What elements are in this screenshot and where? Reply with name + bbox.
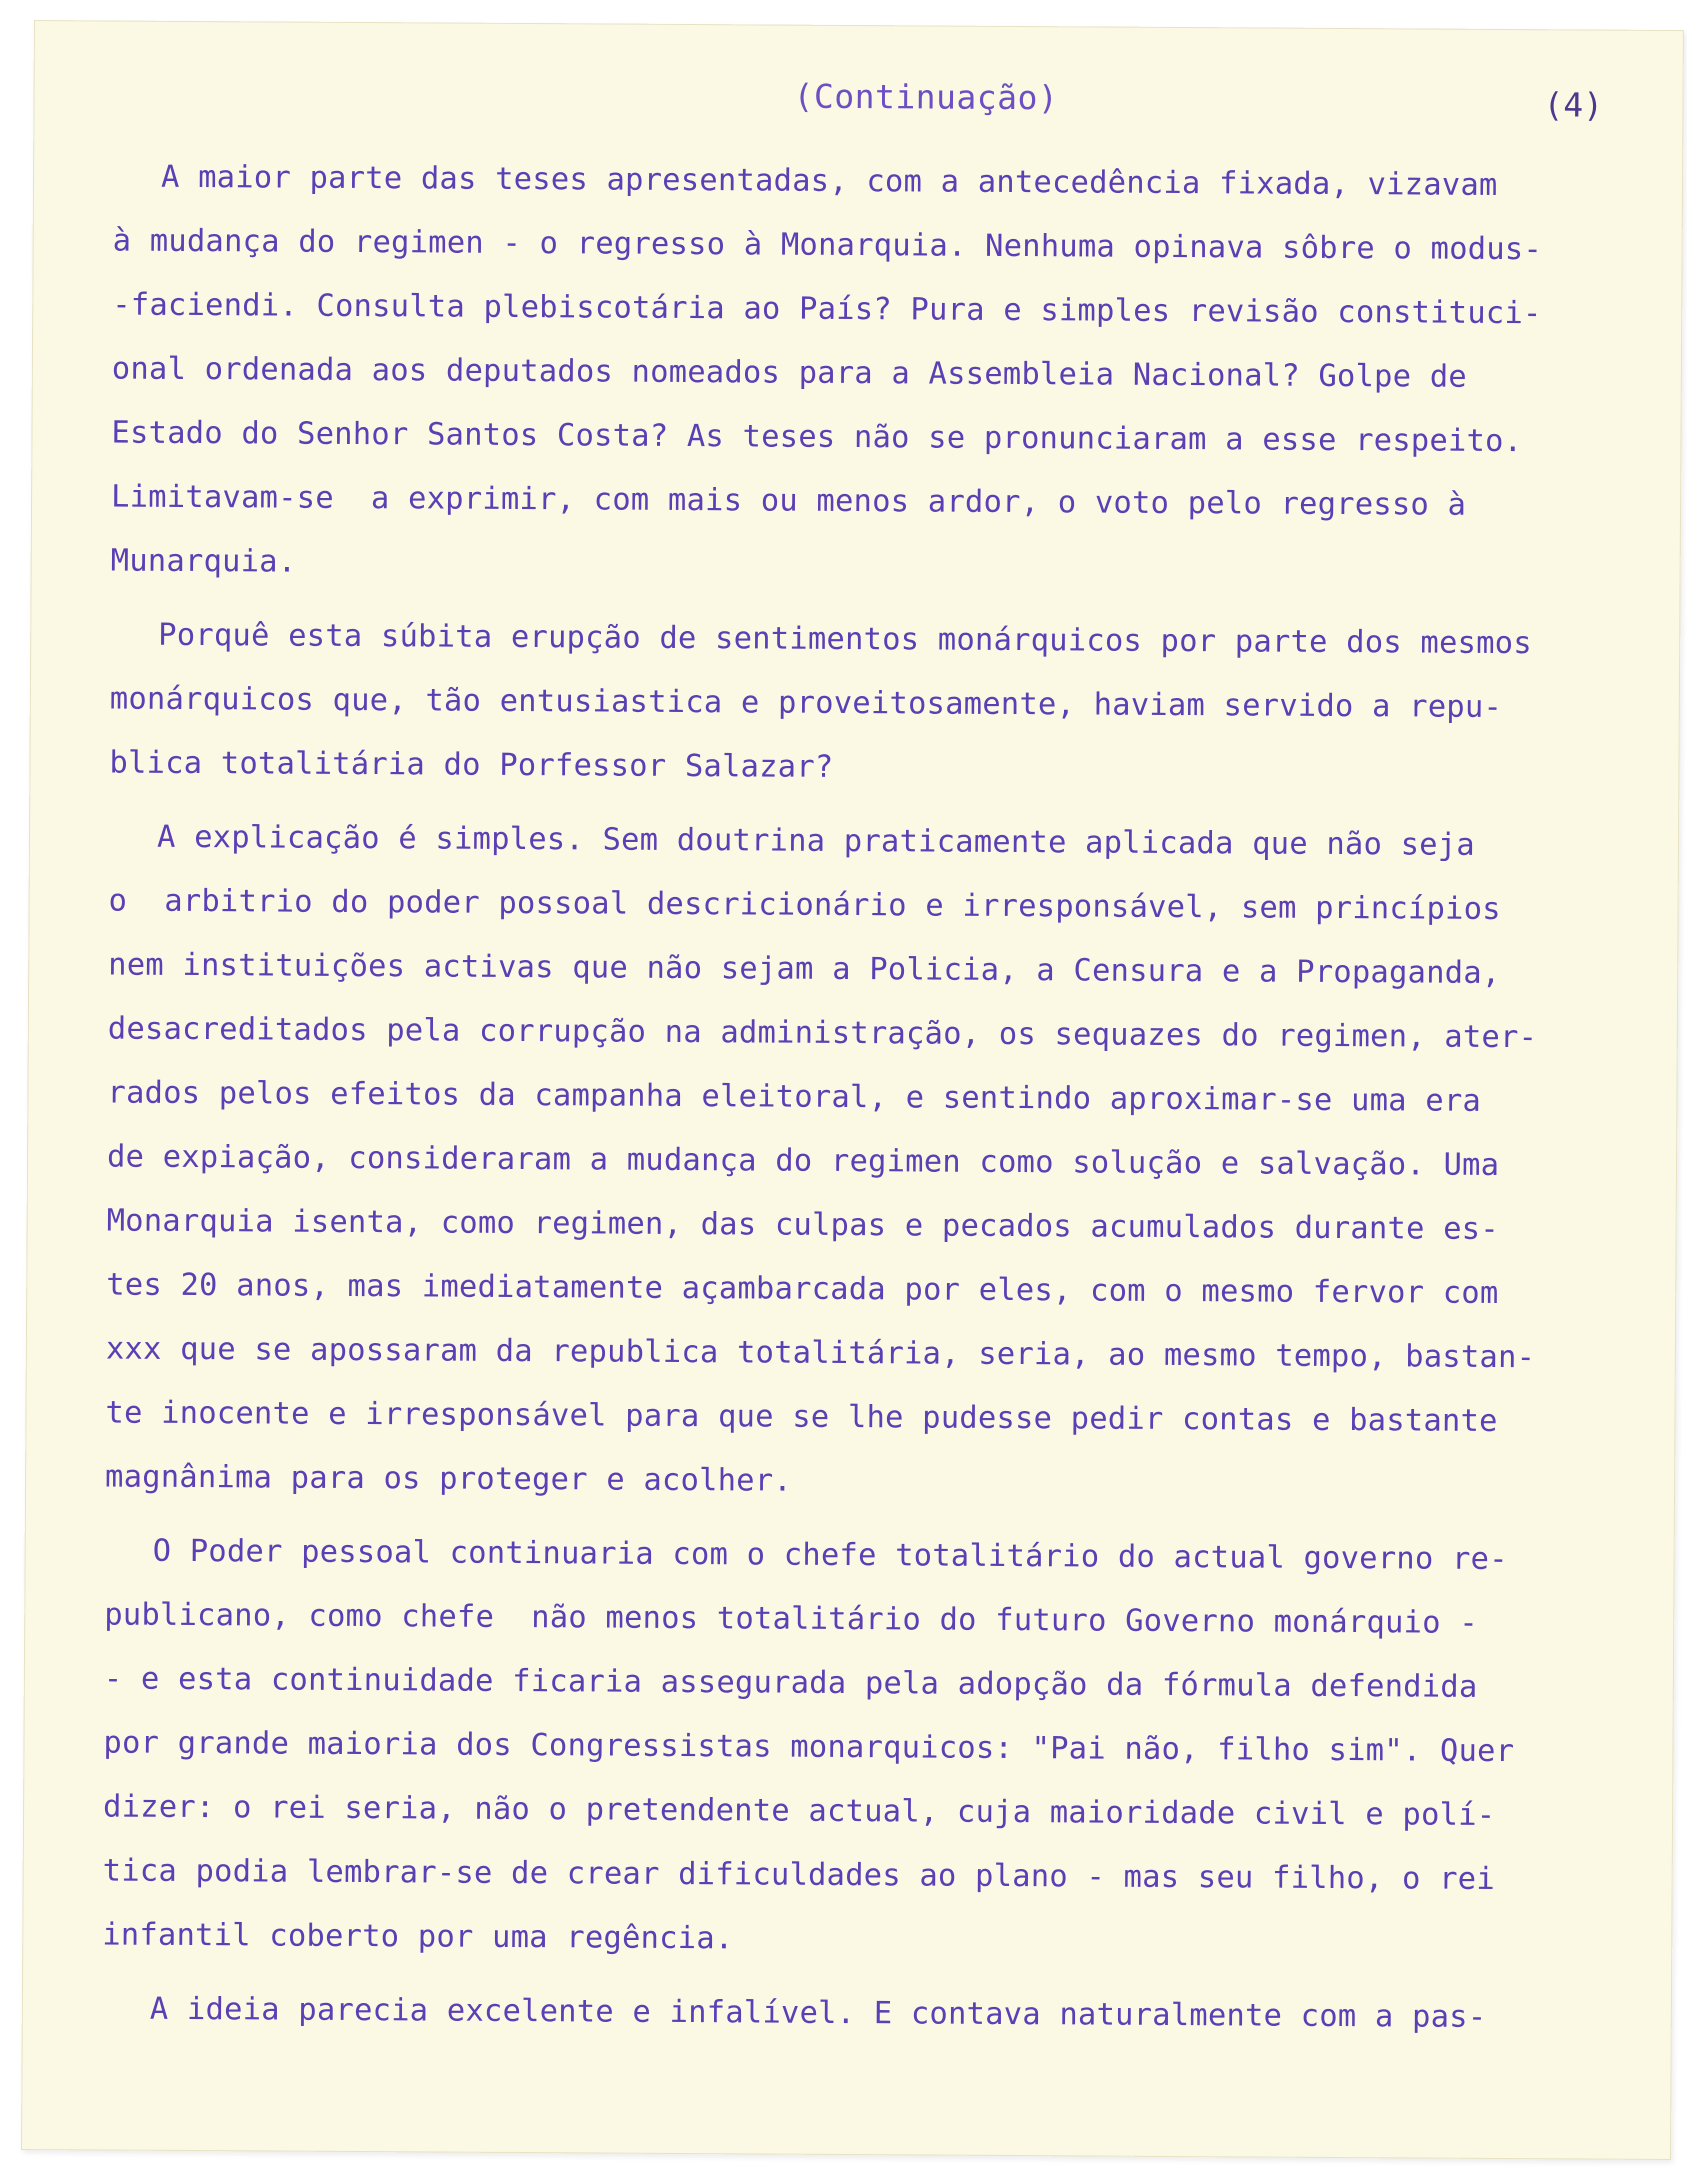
- text-line: O Poder pessoal continuaria com o chefe totalitário do actual governo re-: [152, 1533, 1508, 1578]
- text-line: publicano, como chefe não menos totalitário do futuro Governo monárquio -: [104, 1597, 1478, 1641]
- text-line: Estado do Senhor Santos Costa? As teses não se pronunciaram a esse respeito.: [111, 415, 1523, 460]
- text-line: por grande maioria dos Congressistas monarquicos: "Pai não, filho sim". Quer: [103, 1725, 1515, 1770]
- text-line: dizer: o rei seria, não o pretendente actual, cuja maioridade civil e polí-: [102, 1789, 1496, 1833]
- typewritten-page: [21, 20, 1684, 2160]
- page-title: (Continuação): [793, 76, 1059, 118]
- text-line: Monarquia isenta, como regimen, das culpas e pecados acumulados durante es-: [106, 1203, 1499, 1247]
- text-line: à mudança do regimen - o regresso à Monarquia. Nenhuma opinava sôbre o modus-: [112, 223, 1543, 268]
- text-line: Limitavam-se a exprimir, com mais ou menos ardor, o voto pelo regresso à: [110, 479, 1467, 523]
- paragraph-5: [102, 1977, 1632, 2050]
- text-line: infantil coberto por uma regência.: [102, 1917, 734, 1957]
- text-line: tes 20 anos, mas imediatamente açambarcada por eles, com o mesmo fervor com: [106, 1267, 1499, 1311]
- text-line: Munarquia.: [110, 543, 297, 580]
- paragraph-2: [109, 603, 1640, 804]
- text-line: blica totalitária do Porfessor Salazar?: [109, 745, 834, 785]
- page-number: (4): [1543, 85, 1604, 125]
- text-line: tica podia lembrar-se de crear dificuldades ao plano - mas seu filho, o rei: [102, 1853, 1495, 1897]
- text-line: A explicação é simples. Sem doutrina praticamente aplicada que não seja: [156, 819, 1476, 863]
- text-line: monárquicos que, tão entusiastica e proveitosamente, haviam servido a repu-: [109, 681, 1503, 725]
- text-line: o arbitrio do poder possoal descricionário e irresponsável, sem princípios: [108, 883, 1501, 927]
- paragraph-3: [105, 805, 1639, 1518]
- text-line: magnânima para os proteger e acolher.: [104, 1459, 793, 1499]
- text-line: -faciendi. Consulta plebiscotária ao País? Pura e simples revisão constituci-: [112, 287, 1542, 332]
- paragraph-1: [110, 145, 1643, 602]
- text-line: A maior parte das teses apresentadas, com a antecedência fixada, vizavam: [160, 159, 1498, 203]
- paragraph-4: [102, 1519, 1635, 1976]
- text-line: de expiação, consideraram a mudança do regimen como solução e salvação. Uma: [106, 1139, 1500, 1183]
- text-line: xxx que se apossaram da republica totalitária, seria, ao mesmo tempo, bastan-: [105, 1331, 1536, 1376]
- text-line: - e esta continuidade ficaria assegurada pela adopção da fórmula defendida: [103, 1661, 1478, 1705]
- text-line: onal ordenada aos deputados nomeados para a Assembleia Nacional? Golpe de: [111, 351, 1468, 395]
- text-line: desacreditados pela corrupção na administração, os sequazes do regimen, ater-: [107, 1011, 1538, 1056]
- document-body: [102, 145, 1644, 2050]
- text-line: nem instituições activas que não sejam a Policia, a Censura e a Propaganda,: [108, 947, 1501, 991]
- text-line: A ideia parecia excelente e infalível. E contava naturalmente com a pas-: [149, 1991, 1487, 2035]
- text-line: Porquê esta súbita erupção de sentimentos monárquicos por parte dos mesmos: [158, 617, 1532, 662]
- text-line: rados pelos efeitos da campanha eleitoral, e sentindo aproximar-se uma era: [107, 1075, 1482, 1119]
- text-line: te inocente e irresponsável para que se lhe pudesse pedir contas e bastante: [105, 1395, 1498, 1439]
